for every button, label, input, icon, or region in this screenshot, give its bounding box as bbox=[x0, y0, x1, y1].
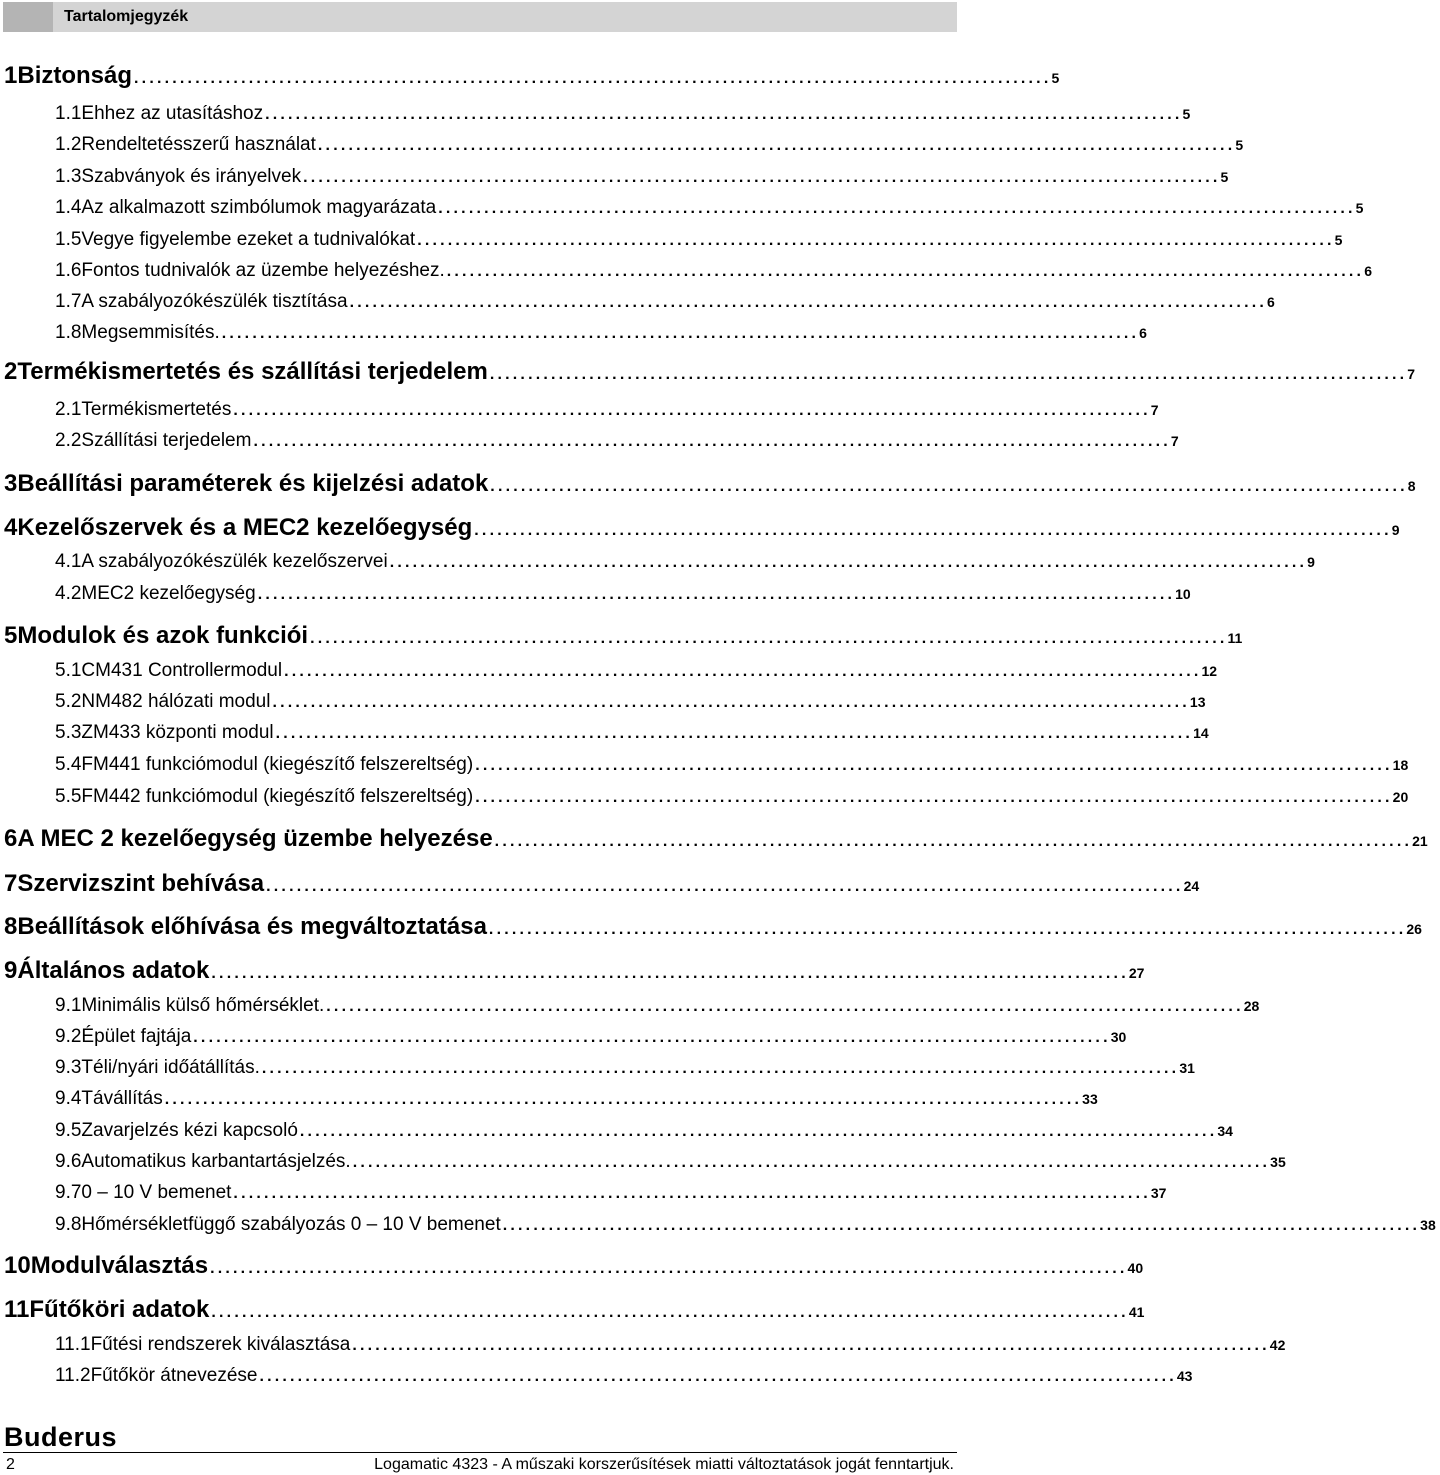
dot-leader: ........................................................................................................................ bbox=[475, 757, 1393, 774]
toc-entry[interactable] bbox=[0, 1088, 1098, 1110]
toc-entry[interactable] bbox=[0, 103, 1191, 125]
toc-entry-number: 1.5 bbox=[55, 229, 82, 250]
dot-leader: ........................................................................................................................ bbox=[266, 878, 1184, 895]
toc-entry-title: A MEC 2 kezelőegység üzembe helyezése bbox=[17, 825, 493, 852]
toc-entry-title: Minimális külső hőmérséklet. bbox=[81, 995, 325, 1016]
toc-entry-title: Épület fajtája bbox=[81, 1026, 192, 1047]
toc-entry[interactable] bbox=[0, 1026, 1127, 1048]
toc-entry-title: Modulok és azok funkciói bbox=[17, 622, 309, 649]
toc-entry[interactable] bbox=[0, 995, 1260, 1017]
toc-entry-number: 9.8 bbox=[55, 1214, 82, 1235]
toc-entry-title: Fűtőköri adatok bbox=[29, 1296, 210, 1323]
footer-page-number: 2 bbox=[6, 1456, 15, 1473]
dot-leader: ........................................................................................................................ bbox=[502, 1217, 1421, 1234]
toc-entry-title: Termékismertetés bbox=[81, 399, 232, 420]
toc-entry-title: FM441 funkciómodul (kiegészítő felszereltség) bbox=[81, 754, 474, 775]
toc-entry-title: ZM433 központi modul bbox=[81, 722, 274, 743]
toc-entry[interactable] bbox=[0, 1120, 1233, 1142]
footer-divider bbox=[3, 1452, 957, 1453]
toc-entry-number: 1.7 bbox=[55, 291, 82, 312]
toc-entry-title: Általános adatok bbox=[17, 957, 210, 984]
toc-entry-title: Ehhez az utasításhoz bbox=[81, 103, 264, 124]
toc-entry-title: Modulválasztás bbox=[30, 1252, 209, 1279]
dot-leader: ........................................................................................................................ bbox=[494, 833, 1413, 850]
toc-entry-number: 1 bbox=[4, 62, 18, 89]
toc-entry[interactable] bbox=[0, 260, 1372, 282]
dot-leader: ........................................................................................................................ bbox=[257, 586, 1176, 603]
toc-entry-page: 34 bbox=[1217, 1123, 1233, 1139]
dot-leader: ........................................................................................................................ bbox=[211, 1304, 1129, 1321]
toc-entry-number: 9.5 bbox=[55, 1120, 82, 1141]
toc-entry-number: 5.2 bbox=[55, 691, 82, 712]
toc-entry[interactable] bbox=[0, 957, 1145, 985]
dot-leader: ........................................................................................................................ bbox=[303, 169, 1221, 186]
header-block bbox=[3, 2, 53, 32]
dot-leader: ........................................................................................................................ bbox=[417, 232, 1335, 249]
toc-entry-page: 27 bbox=[1128, 965, 1145, 981]
toc-entry[interactable] bbox=[0, 754, 1409, 776]
toc-entry-number: 11 bbox=[4, 1296, 30, 1323]
toc-entry[interactable] bbox=[0, 229, 1343, 251]
toc-entry-number: 2 bbox=[4, 358, 18, 385]
toc-entry[interactable] bbox=[0, 691, 1206, 713]
dot-leader: ........................................................................................................................ bbox=[438, 200, 1356, 217]
dot-leader: ........................................................................................................................ bbox=[275, 725, 1194, 742]
footer-copyright: Logamatic 4323 - A műszaki korszerűsítések miatti változtatások jogát fenntartjuk. bbox=[374, 1456, 954, 1473]
toc-entry-title: Téli/nyári időátállítás. bbox=[81, 1057, 260, 1078]
toc-entry-title: FM442 funkciómodul (kiegészítő felszereltség) bbox=[81, 786, 474, 807]
toc-entry[interactable] bbox=[0, 913, 1422, 941]
toc-entry-page: 40 bbox=[1127, 1260, 1144, 1276]
toc-entry-page: 30 bbox=[1110, 1029, 1127, 1045]
toc-entry-page: 38 bbox=[1420, 1217, 1436, 1233]
toc-entry-page: 13 bbox=[1189, 694, 1206, 710]
toc-entry-number: 1.2 bbox=[55, 134, 82, 155]
toc-entry-page: 5 bbox=[1235, 137, 1244, 153]
toc-entry-number: 9.7 bbox=[55, 1182, 82, 1203]
toc-entry-number: 11.2 bbox=[55, 1365, 91, 1386]
dot-leader: ........................................................................................................................ bbox=[259, 1368, 1177, 1385]
toc-entry-number: 1.1 bbox=[55, 103, 82, 124]
toc-entry-title: Kezelőszervek és a MEC2 kezelőegység bbox=[17, 514, 473, 541]
dot-leader: ........................................................................................................................ bbox=[488, 921, 1407, 938]
toc-entry-number: 8 bbox=[4, 913, 18, 940]
toc-entry[interactable] bbox=[0, 62, 1060, 90]
toc-entry-page: 24 bbox=[1183, 878, 1200, 894]
toc-entry-number: 1.3 bbox=[55, 166, 82, 187]
toc-entry-page: 42 bbox=[1269, 1337, 1286, 1353]
toc-entry-number: 5 bbox=[4, 622, 18, 649]
toc-entry-page: 31 bbox=[1179, 1060, 1195, 1076]
dot-leader: ........................................................................................................................ bbox=[284, 663, 1202, 680]
toc-entry-title: CM431 Controllermodul bbox=[81, 660, 283, 681]
toc-entry-page: 12 bbox=[1201, 663, 1218, 679]
dot-leader: ........................................................................................................................ bbox=[446, 263, 1365, 280]
toc-entry-number: 4 bbox=[4, 514, 18, 541]
toc-entry-number: 6 bbox=[4, 825, 18, 852]
toc-entry-number: 4.2 bbox=[55, 583, 82, 604]
dot-leader: ........................................................................................................................ bbox=[349, 294, 1267, 311]
dot-leader: ........................................................................................................................ bbox=[193, 1029, 1111, 1046]
toc-entry-title: Távállítás bbox=[81, 1088, 163, 1109]
dot-leader: ........................................................................................................................ bbox=[134, 70, 1052, 87]
toc-entry-number: 10 bbox=[4, 1252, 31, 1279]
toc-entry-number: 9.1 bbox=[55, 995, 82, 1016]
toc-entry[interactable] bbox=[0, 825, 1428, 853]
toc-entry-title: Automatikus karbantartásjelzés. bbox=[81, 1151, 351, 1172]
toc-entry-page: 14 bbox=[1193, 725, 1209, 741]
toc-entry-number: 5.5 bbox=[55, 786, 82, 807]
toc-entry-title: Termékismertetés és szállítási terjedelem bbox=[17, 358, 488, 385]
buderus-logo: Buderus bbox=[4, 1422, 118, 1452]
toc-entry-page: 6 bbox=[1267, 294, 1275, 310]
toc-entry[interactable] bbox=[0, 134, 1244, 156]
toc-entry-number: 11.1 bbox=[55, 1334, 91, 1355]
toc-entry-page: 7 bbox=[1407, 366, 1416, 382]
toc-entry[interactable] bbox=[0, 166, 1229, 188]
toc-entry[interactable] bbox=[0, 870, 1200, 898]
toc-entry-page: 6 bbox=[1364, 263, 1372, 279]
toc-entry-page: 5 bbox=[1355, 200, 1364, 216]
toc-entry-title: MEC2 kezelőegység bbox=[81, 583, 256, 604]
toc-entry[interactable] bbox=[0, 660, 1218, 682]
toc-entry-page: 5 bbox=[1220, 169, 1229, 185]
toc-entry-number: 9 bbox=[4, 957, 18, 984]
toc-entry[interactable] bbox=[0, 291, 1275, 313]
toc-entry-page: 41 bbox=[1128, 1304, 1145, 1320]
toc-entry-page: 5 bbox=[1182, 106, 1191, 122]
toc-entry[interactable] bbox=[0, 1252, 1144, 1280]
dot-leader: ........................................................................................................................ bbox=[326, 998, 1244, 1015]
toc-entry-number: 9.4 bbox=[55, 1088, 82, 1109]
toc-entry-page: 11 bbox=[1227, 630, 1243, 646]
dot-leader: ........................................................................................................................ bbox=[233, 402, 1151, 419]
dot-leader: ........................................................................................................................ bbox=[489, 366, 1408, 383]
toc-entry-title: Biztonság bbox=[17, 62, 133, 89]
toc-entry-page: 5 bbox=[1334, 232, 1343, 248]
toc-entry[interactable] bbox=[0, 1057, 1195, 1079]
toc-entry-number: 4.1 bbox=[55, 551, 82, 572]
dot-leader: ........................................................................................................................ bbox=[310, 630, 1228, 647]
toc-entry-title: Szervizszint behívása bbox=[17, 870, 265, 897]
dot-leader: ........................................................................................................................ bbox=[474, 522, 1392, 539]
dot-leader: ........................................................................................................................ bbox=[211, 965, 1129, 982]
toc-entry-title: Beállítások előhívása és megváltoztatása bbox=[17, 913, 487, 940]
toc-entry-number: 2.1 bbox=[55, 399, 82, 420]
dot-leader: ........................................................................................................................ bbox=[164, 1091, 1083, 1108]
toc-entry[interactable] bbox=[0, 551, 1315, 573]
toc-entry-page: 7 bbox=[1170, 433, 1179, 449]
toc-entry-page: 43 bbox=[1176, 1368, 1193, 1384]
toc-entry[interactable] bbox=[0, 1151, 1286, 1173]
dot-leader: ........................................................................................................................ bbox=[389, 554, 1308, 571]
toc-entry[interactable] bbox=[0, 622, 1243, 650]
toc-entry-page: 28 bbox=[1243, 998, 1260, 1014]
dot-leader: ........................................................................................................................ bbox=[490, 478, 1408, 495]
dot-leader: ........................................................................................................................ bbox=[233, 1185, 1151, 1202]
section-header bbox=[3, 2, 957, 32]
toc-entry-page: 20 bbox=[1392, 789, 1409, 805]
toc-entry[interactable] bbox=[0, 322, 1147, 344]
dot-leader: ........................................................................................................................ bbox=[317, 137, 1236, 154]
toc-entry-number: 1.6 bbox=[55, 260, 82, 281]
toc-entry-title: Az alkalmazott szimbólumok magyarázata bbox=[81, 197, 437, 218]
toc-entry[interactable] bbox=[0, 1214, 1436, 1236]
dot-leader: ........................................................................................................................ bbox=[352, 1337, 1270, 1354]
toc-entry[interactable] bbox=[0, 786, 1409, 808]
toc-entry-number: 9.2 bbox=[55, 1026, 82, 1047]
toc-entry-page: 8 bbox=[1407, 478, 1416, 494]
page-title: Tartalomjegyzék bbox=[64, 8, 189, 25]
toc-entry[interactable] bbox=[0, 197, 1364, 219]
toc-entry-title: Beállítási paraméterek és kijelzési adatok bbox=[17, 470, 489, 497]
toc-entry-title: A szabályozókészülék tisztítása bbox=[81, 291, 348, 312]
toc-entry-title: NM482 hálózati modul bbox=[81, 691, 271, 712]
toc-entry-title: Zavarjelzés kézi kapcsoló bbox=[81, 1120, 298, 1141]
toc-entry-number: 2.2 bbox=[55, 430, 82, 451]
dot-leader: ........................................................................................................................ bbox=[221, 325, 1140, 342]
toc-entry-number: 1.8 bbox=[55, 322, 82, 343]
toc-entry-page: 9 bbox=[1307, 554, 1315, 570]
toc-entry-page: 6 bbox=[1139, 325, 1147, 341]
toc-entry-number: 5.3 bbox=[55, 722, 82, 743]
toc-entry[interactable] bbox=[0, 430, 1179, 452]
dot-leader: ........................................................................................................................ bbox=[272, 694, 1190, 711]
toc-entry-title: Megsemmisítés. bbox=[81, 322, 220, 343]
toc-entry-number: 9.6 bbox=[55, 1151, 82, 1172]
dot-leader: ........................................................................................................................ bbox=[261, 1060, 1180, 1077]
toc-entry[interactable] bbox=[0, 722, 1209, 744]
toc-entry-number: 3 bbox=[4, 470, 18, 497]
toc-entry-title: Fűtőkör átnevezése bbox=[90, 1365, 258, 1386]
dot-leader: ........................................................................................................................ bbox=[265, 106, 1183, 123]
toc-entry-page: 10 bbox=[1175, 586, 1191, 602]
toc-entry[interactable] bbox=[0, 583, 1191, 605]
toc-entry-title: Hőmérsékletfüggő szabályozás 0 – 10 V bemenet bbox=[81, 1214, 501, 1235]
dot-leader: ........................................................................................................................ bbox=[352, 1154, 1271, 1171]
toc-entry-title: Szállítási terjedelem bbox=[81, 430, 252, 451]
toc-entry-number: 5.1 bbox=[55, 660, 82, 681]
dot-leader: ........................................................................................................................ bbox=[299, 1123, 1218, 1140]
toc-entry[interactable] bbox=[0, 399, 1159, 421]
toc-entry[interactable] bbox=[0, 1182, 1167, 1204]
toc-entry-page: 7 bbox=[1150, 402, 1159, 418]
toc-entry-page: 33 bbox=[1082, 1091, 1098, 1107]
toc-entry-number: 1.4 bbox=[55, 197, 82, 218]
dot-leader: ........................................................................................................................ bbox=[253, 433, 1171, 450]
toc-entry[interactable] bbox=[0, 358, 1416, 386]
toc-entry-number: 5.4 bbox=[55, 754, 82, 775]
toc-entry-page: 21 bbox=[1412, 833, 1428, 849]
toc-entry-title: Rendeltetésszerű használat bbox=[81, 134, 316, 155]
toc-entry-page: 9 bbox=[1391, 522, 1400, 538]
toc-entry-page: 37 bbox=[1150, 1185, 1167, 1201]
toc-entry-title: Fűtési rendszerek kiválasztása bbox=[90, 1334, 351, 1355]
toc-entry[interactable] bbox=[0, 1296, 1145, 1324]
toc-entry-page: 18 bbox=[1392, 757, 1409, 773]
toc-entry-title: Vegye figyelembe ezeket a tudnivalókat bbox=[81, 229, 416, 250]
toc-entry[interactable] bbox=[0, 514, 1400, 542]
toc-entry[interactable] bbox=[0, 470, 1416, 498]
toc-entry-title: Fontos tudnivalók az üzembe helyezéshez. bbox=[81, 260, 445, 281]
toc-entry[interactable] bbox=[0, 1334, 1286, 1356]
toc-entry[interactable] bbox=[0, 1365, 1193, 1387]
dot-leader: ........................................................................................................................ bbox=[210, 1260, 1128, 1277]
toc-entry-page: 5 bbox=[1051, 70, 1060, 86]
dot-leader: ........................................................................................................................ bbox=[475, 789, 1393, 806]
toc-entry-page: 35 bbox=[1270, 1154, 1286, 1170]
toc-entry-page: 26 bbox=[1406, 921, 1422, 937]
toc-entry-number: 7 bbox=[4, 870, 18, 897]
toc-entry-number: 9.3 bbox=[55, 1057, 82, 1078]
toc-entry-title: A szabályozókészülék kezelőszervei bbox=[81, 551, 388, 572]
toc-entry-title: Szabványok és irányelvek bbox=[81, 166, 302, 187]
toc-entry-title: 0 – 10 V bemenet bbox=[81, 1182, 232, 1203]
